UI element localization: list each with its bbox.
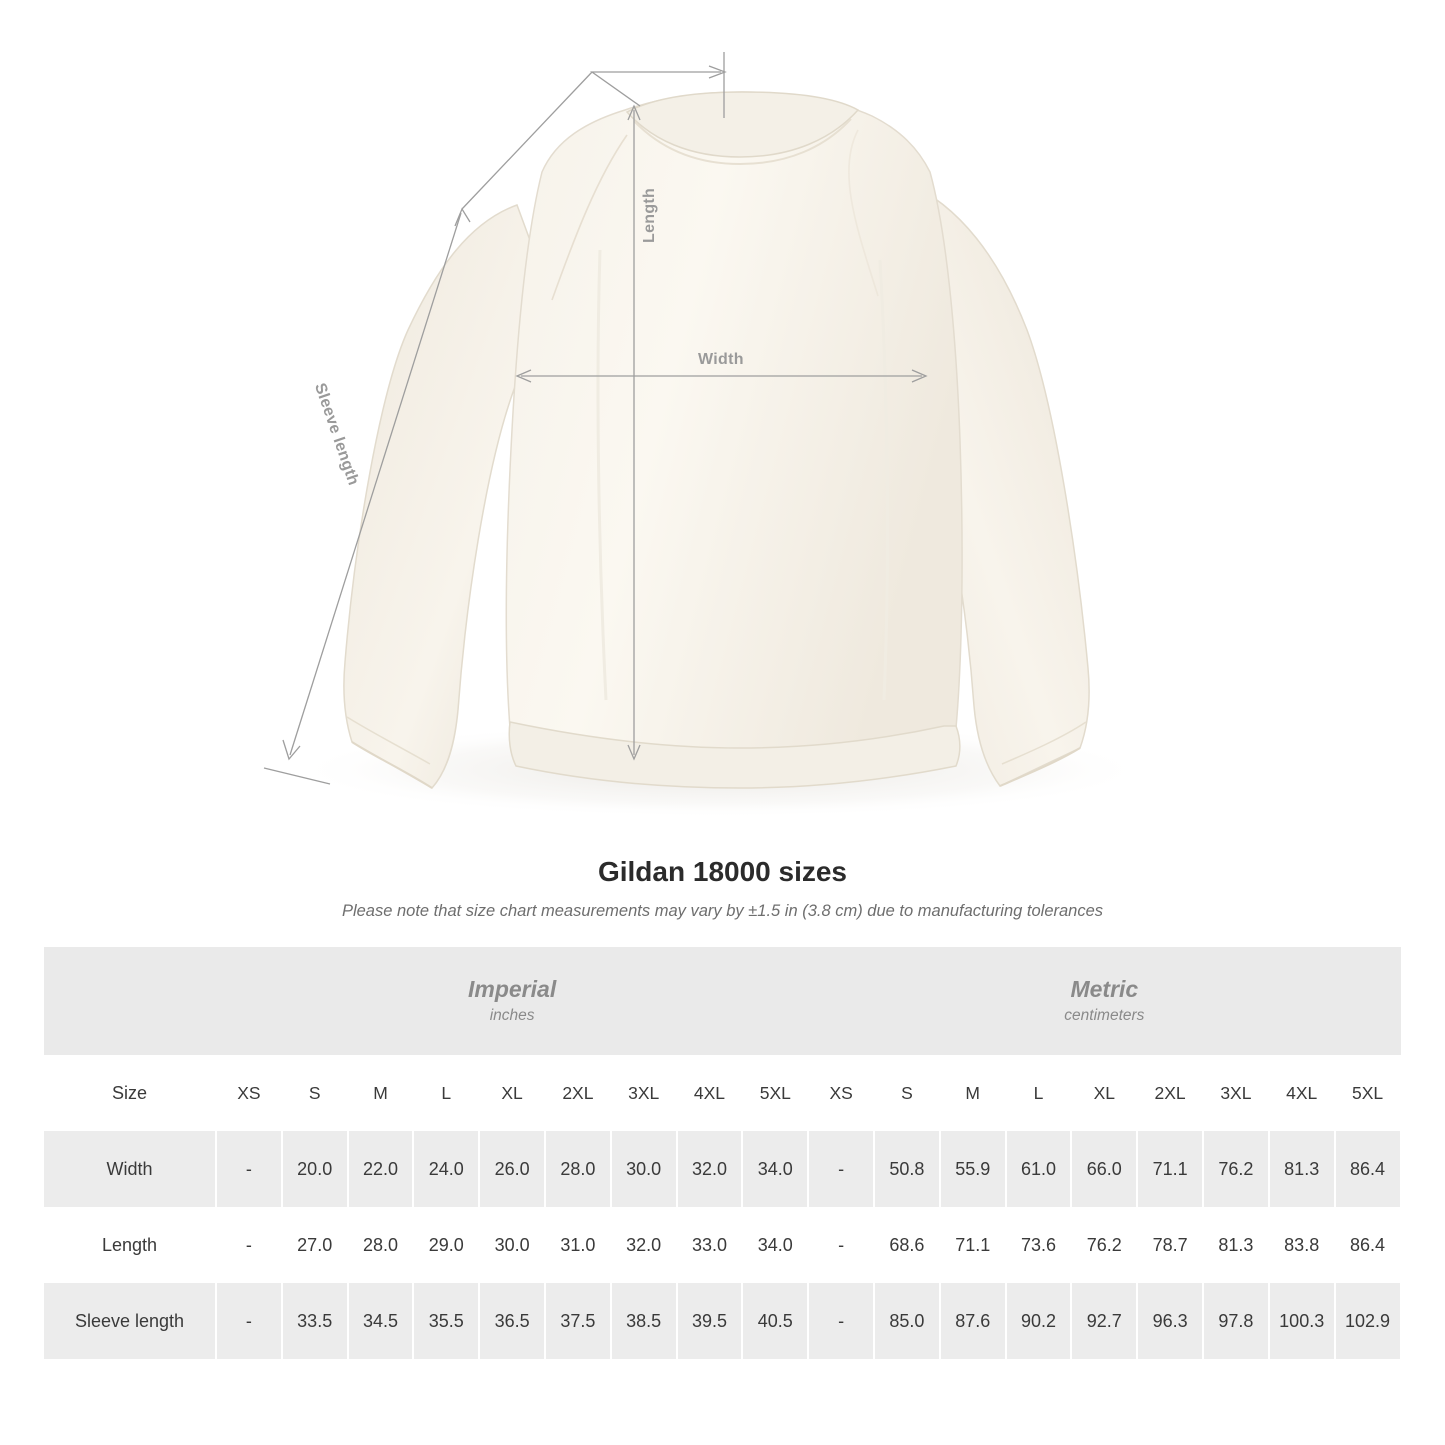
measurement-cell: 71.1 <box>1137 1131 1203 1207</box>
measurement-cell: - <box>216 1207 282 1283</box>
size-chart-table <box>44 947 1402 1359</box>
row-label: Width <box>44 1131 216 1207</box>
column-header-cell: 3XL <box>611 1055 677 1131</box>
measurement-cell: 28.0 <box>545 1131 611 1207</box>
tolerance-note: Please note that size chart measurements may vary by ±1.5 in (3.8 cm) due to manufacturing tolerances <box>341 902 1104 920</box>
column-header-cell: 4XL <box>1269 1055 1335 1131</box>
row-label: Length <box>44 1207 216 1283</box>
measurement-cell: 55.9 <box>940 1131 1006 1207</box>
measurement-cell: 40.5 <box>742 1283 808 1359</box>
measurement-cell: 24.0 <box>413 1131 479 1207</box>
measurement-cell: 34.0 <box>742 1207 808 1283</box>
measurement-cell: 22.0 <box>348 1131 414 1207</box>
title-block <box>0 856 1445 921</box>
measurement-cell: 34.0 <box>742 1131 808 1207</box>
column-header-cell: 5XL <box>742 1055 808 1131</box>
measurement-cell: 33.0 <box>677 1207 743 1283</box>
measurement-cell: - <box>808 1283 874 1359</box>
measurement-cell: 37.5 <box>545 1283 611 1359</box>
unit-group-name: Metric <box>1070 976 1139 1002</box>
column-header-cell: 4XL <box>677 1055 743 1131</box>
measurement-cell: 20.0 <box>282 1131 348 1207</box>
measurement-cell: 96.3 <box>1137 1283 1203 1359</box>
measurement-cell: 29.0 <box>413 1207 479 1283</box>
unit-group-name: Imperial <box>468 976 557 1002</box>
table-row <box>44 1207 1401 1283</box>
measurement-cell: 68.6 <box>874 1207 940 1283</box>
measurement-cell: 76.2 <box>1071 1207 1137 1283</box>
measurement-cell: 81.3 <box>1269 1131 1335 1207</box>
column-header-cell: 2XL <box>1137 1055 1203 1131</box>
measurement-cell: 28.0 <box>348 1207 414 1283</box>
row-header-size: Size <box>44 1055 216 1131</box>
measurement-cell: 36.5 <box>479 1283 545 1359</box>
length-dimension-label: Length <box>641 187 658 243</box>
column-header-cell: 5XL <box>1335 1055 1401 1131</box>
measurement-cell: 90.2 <box>1006 1283 1072 1359</box>
page-title: Gildan 18000 sizes <box>597 856 848 887</box>
column-header-cell: XS <box>216 1055 282 1131</box>
column-header-cell: 3XL <box>1203 1055 1269 1131</box>
column-header-cell: 2XL <box>545 1055 611 1131</box>
measurement-cell: 32.0 <box>677 1131 743 1207</box>
measurement-cell: 73.6 <box>1006 1207 1072 1283</box>
column-header-cell: S <box>874 1055 940 1131</box>
measurement-cell: 39.5 <box>677 1283 743 1359</box>
column-header-cell: XL <box>479 1055 545 1131</box>
measurement-cell: 83.8 <box>1269 1207 1335 1283</box>
column-header-cell: L <box>1006 1055 1072 1131</box>
measurement-cell: 102.9 <box>1335 1283 1401 1359</box>
column-header-cell: S <box>282 1055 348 1131</box>
measurement-cell: 32.0 <box>611 1207 677 1283</box>
measurement-cell: 33.5 <box>282 1283 348 1359</box>
measurement-cell: 78.7 <box>1137 1207 1203 1283</box>
measurement-cell: 76.2 <box>1203 1131 1269 1207</box>
row-label: Sleeve length <box>44 1283 216 1359</box>
measurement-cell: 81.3 <box>1203 1207 1269 1283</box>
unit-group-sub: centimeters <box>1064 1006 1145 1024</box>
sleeve-length-dimension-label: Sleeve length <box>310 381 362 488</box>
table-row <box>44 1283 1401 1359</box>
measurement-cell: 86.4 <box>1335 1131 1401 1207</box>
measurement-cell: 34.5 <box>348 1283 414 1359</box>
measurement-cell: 61.0 <box>1006 1131 1072 1207</box>
measurement-cell: 31.0 <box>545 1207 611 1283</box>
measurement-cell: 85.0 <box>874 1283 940 1359</box>
column-header-cell: XL <box>1071 1055 1137 1131</box>
measurement-cell: 87.6 <box>940 1283 1006 1359</box>
size-chart-table-wrapper <box>0 947 1445 1359</box>
unit-group-metric <box>808 947 1400 1055</box>
measurement-cell: - <box>216 1283 282 1359</box>
unit-group-imperial <box>216 947 808 1055</box>
measurement-cell: - <box>216 1131 282 1207</box>
measurement-cell: 26.0 <box>479 1131 545 1207</box>
measurement-cell: 35.5 <box>413 1283 479 1359</box>
measurement-cell: 30.0 <box>479 1207 545 1283</box>
measurement-cell: 38.5 <box>611 1283 677 1359</box>
measurement-cell: 100.3 <box>1269 1283 1335 1359</box>
table-row <box>44 1131 1401 1207</box>
column-header-row <box>44 1055 1401 1131</box>
unit-group-sub: inches <box>489 1006 535 1024</box>
measurement-cell: 97.8 <box>1203 1283 1269 1359</box>
width-dimension-label: Width <box>698 351 744 368</box>
measurement-cell: 71.1 <box>940 1207 1006 1283</box>
measurement-cell: 92.7 <box>1071 1283 1137 1359</box>
unit-header-spacer <box>44 947 216 1055</box>
measurement-cell: 86.4 <box>1335 1207 1401 1283</box>
measurement-cell: 66.0 <box>1071 1131 1137 1207</box>
measurement-cell: - <box>808 1131 874 1207</box>
column-header-cell: L <box>413 1055 479 1131</box>
measurement-cell: 27.0 <box>282 1207 348 1283</box>
measurement-cell: - <box>808 1207 874 1283</box>
column-header-cell: XS <box>808 1055 874 1131</box>
column-header-cell: M <box>940 1055 1006 1131</box>
measurement-cell: 30.0 <box>611 1131 677 1207</box>
unit-header-row <box>44 947 1401 1055</box>
measurement-cell: 50.8 <box>874 1131 940 1207</box>
column-header-cell: M <box>348 1055 414 1131</box>
